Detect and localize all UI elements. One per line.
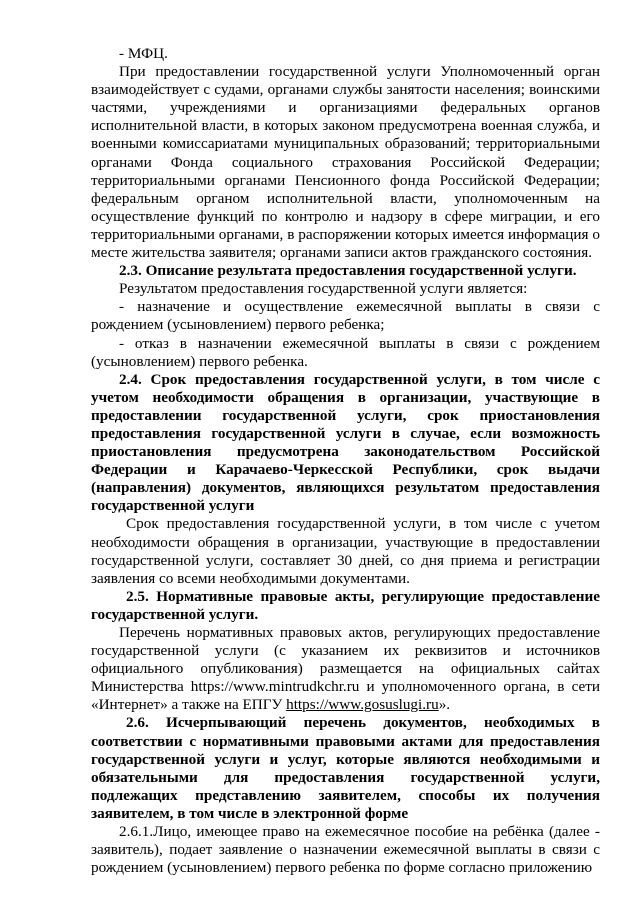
paragraph-interaction: При предоставлении государственной услуги Уполномоченный орган взаимодействует с судами, органами службы занятости населения; воинскими частями, учреждениями и организациями федеральных органов исполнительной власти, в которых законом предусмотрена военная служба, и военными комиссариатами муниципальных образований; территориальными органами Фонда социального страхования Российской Федерации; территориальными органами Пенсионного фонда Российской Федерации; федеральным органом исполнительной власти, уполномоченным на осуществление функций по контролю и надзору в сфере миграции, и его территориальными органами, в распоряжении которых имеется информация о месте жительства заявителя; органами записи актов гражданского состояния. <box>91 63 600 262</box>
list-item-mfc: - МФЦ. <box>119 45 168 62</box>
gosuslugi-link[interactable]: https://www.gosuslugi.ru <box>286 696 439 714</box>
paragraph-normative-acts-end: ». <box>438 696 451 714</box>
list-item-refusal: - отказ в назначении ежемесячной выплаты в связи с рождением (усыновлением) первого ребенка. <box>91 334 600 370</box>
paragraph-2-6-1: 2.6.1.Лицо, имеющее право на ежемесячное пособие на ребёнка (далее - заявитель), подает заявление о назначении ежемесячной выплаты в связи с рождением (усыновлением) первого ребенка по форме согласно приложению <box>91 823 600 877</box>
heading-2-6: 2.6. Исчерпывающий перечень документов, необходимых в соответствии с нормативными правовыми актами для предоставления государственной услуги и услуг, которые являются необходимыми и обязательными для предоставления государственной услуги, подлежащих представлению заявителем, способы их получения заявителем, в том числе в электронной форме <box>91 714 600 822</box>
list-item-assignment: - назначение и осуществление ежемесячной выплаты в связи с рождением (усыновлением) первого ребенка; <box>91 298 600 334</box>
heading-2-5: 2.5. Нормативные правовые акты, регулирующие предоставление государственной услуги. <box>91 587 600 623</box>
paragraph-term: Срок предоставления государственной услуги, в том числе с учетом необходимости обращения в организации, участвующие в предоставлении государственной услуги, составляет 30 дней, со дня приема и регистрации заявления со всеми необходимыми документами. <box>91 515 600 587</box>
heading-2-4: 2.4. Срок предоставления государственной услуги, в том числе с учетом необходимости обращения в организации, участвующие в предоставлении государственной услуги, срок приостановления предоставления государственной услуги в случае, если возможность приостановления предусмотрена законодательством Российской Федерации и Карачаево-Черкесской Республики, срок выдачи (направления) документов, являющихся результатом предоставления государственной услуги <box>91 370 600 515</box>
paragraph-result-intro: Результатом предоставления государственной услуги является: <box>119 280 528 298</box>
heading-2-3: 2.3. Описание результата предоставления государственной услуги. <box>119 262 577 280</box>
paragraph-normative-acts <box>91 624 600 714</box>
paragraph-normative-acts-text: Перечень нормативных правовых актов, регулирующих предоставление государственной услуги (с указанием их реквизитов и источников официального опубликования) размещается на официальных сайтах Министерства https://www.mintrudkchr.ru и уполномоченного органа, в сети «Интернет» а также на ЕПГУ <box>91 624 600 714</box>
